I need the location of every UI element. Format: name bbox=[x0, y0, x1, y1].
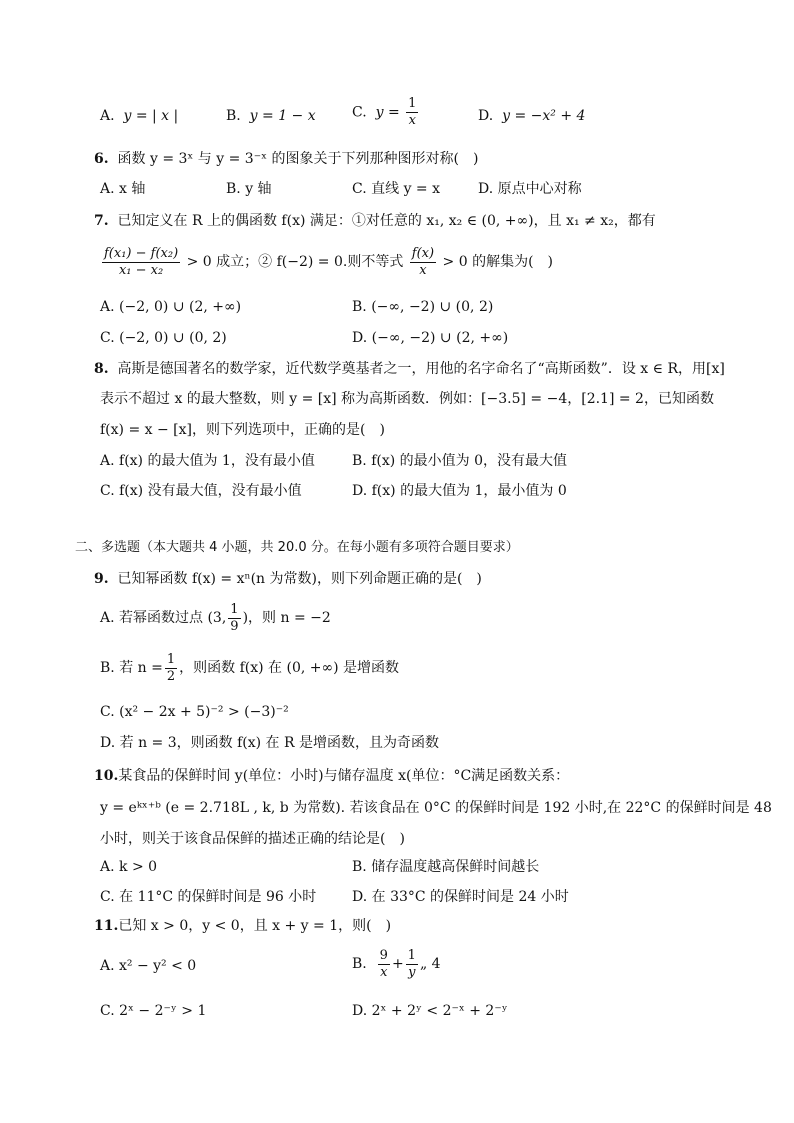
q8-stem-line1 bbox=[94, 359, 725, 379]
q5-option-a-expr: y = | x | bbox=[123, 108, 179, 124]
q11-option-b-label: B. bbox=[352, 956, 367, 972]
q11-option-b-plus: + bbox=[391, 956, 404, 972]
q9-option-a-pre: A. 若幂函数过点 (3, bbox=[100, 610, 227, 626]
q11-option-a: A. x² − y² < 0 bbox=[100, 958, 197, 974]
q11-stem bbox=[94, 916, 391, 936]
q5-option-c-label: C. bbox=[352, 104, 367, 121]
q7-text-line1: 已知定义在 R 上的偶函数 f(x) 满足：①对任意的 x₁, x₂ ∈ (0, +∞)，且 x₁ ≠ x₂，都有 bbox=[117, 213, 656, 229]
q6-option-d: D. 原点中心对称 bbox=[478, 181, 582, 197]
q5-option-b bbox=[226, 106, 316, 126]
q6-option-b: B. y 轴 bbox=[226, 181, 272, 197]
q10-option-c: C. 在 11°C 的保鲜时间是 96 小时 bbox=[100, 889, 317, 905]
section-heading-multiple-choice: 二、多选题（本大题共 4 小题，共 20.0 分。在每小题有多项符合题目要求） bbox=[75, 540, 519, 555]
q7-stem-line2 bbox=[100, 244, 553, 280]
q6-text: 函数 y = 3ˣ 与 y = 3⁻ˣ 的图象关于下列那种图形对称( ) bbox=[117, 151, 479, 167]
q7-text-line2-end: > 0 的解集为( ) bbox=[442, 254, 554, 270]
q11-text: 已知 x > 0，y < 0，且 x + y = 1，则( ) bbox=[118, 918, 392, 934]
q9-option-a bbox=[100, 600, 331, 636]
q9-option-b bbox=[100, 650, 399, 686]
q11-option-b-denominator-1: x bbox=[380, 964, 388, 980]
q8-option-a: A. f(x) 的最大值为 1，没有最小值 bbox=[100, 453, 315, 469]
q7-fraction-1-denominator: x₁ − x₂ bbox=[118, 262, 164, 278]
q6-number: 6. bbox=[94, 151, 109, 167]
q5-option-d-label: D. bbox=[478, 108, 494, 124]
q11-option-b-fraction-1 bbox=[378, 948, 390, 981]
q8-option-c: C. f(x) 没有最大值，没有最小值 bbox=[100, 483, 302, 499]
q7-fraction-1-numerator: f(x₁) − f(x₂) bbox=[104, 245, 179, 261]
q5-option-b-expr: y = 1 − x bbox=[249, 108, 316, 124]
q11-option-c: C. 2ˣ − 2⁻ʸ > 1 bbox=[100, 1003, 207, 1019]
q9-option-d: D. 若 n = 3，则函数 f(x) 在 R 是增函数，且为奇函数 bbox=[100, 735, 439, 751]
q7-text-line2: > 0 成立；② f(−2) = 0.则不等式 bbox=[186, 254, 404, 270]
q10-number: 10. bbox=[94, 768, 119, 784]
q7-fraction-1 bbox=[102, 246, 180, 279]
q9-option-c: C. (x² − 2x + 5)⁻² > (−3)⁻² bbox=[100, 704, 289, 720]
q11-option-b-post: „ 4 bbox=[419, 956, 441, 972]
q5-option-c-denominator: x bbox=[408, 113, 416, 128]
q9-option-a-denominator: 9 bbox=[230, 618, 239, 634]
q5-option-b-label: B. bbox=[226, 108, 241, 124]
q8-stem-line2: 表示不超过 x 的最大整数，则 y = [x] 称为高斯函数．例如：[−3.5] = −4，[2.1] = 2，已知函数 bbox=[100, 391, 714, 407]
q11-option-b-numerator-2: 1 bbox=[407, 947, 416, 963]
q9-option-a-post: )，则 n = −2 bbox=[242, 610, 331, 626]
q5-option-a-label: A. bbox=[100, 108, 115, 124]
q9-option-b-numerator: 1 bbox=[166, 651, 176, 667]
q8-option-b: B. f(x) 的最小值为 0，没有最大值 bbox=[352, 453, 567, 469]
q6-stem bbox=[94, 149, 478, 169]
q9-text: 已知幂函数 f(x) = xⁿ(n 为常数)，则下列命题正确的是( ) bbox=[117, 571, 482, 587]
q7-fraction-2-denominator: x bbox=[419, 262, 427, 278]
q11-option-d: D. 2ˣ + 2ʸ < 2⁻ˣ + 2⁻ʸ bbox=[352, 1003, 508, 1019]
q8-option-d: D. f(x) 的最大值为 1，最小值为 0 bbox=[352, 483, 567, 499]
q9-option-b-pre: B. 若 n = bbox=[100, 660, 163, 676]
q7-option-a: A. (−2, 0) ∪ (2, +∞) bbox=[100, 299, 242, 315]
q5-option-c-numerator: 1 bbox=[408, 96, 417, 111]
q10-stem-line2: y = eᵏˣ⁺ᵇ (e = 2.718L , k, b 为常数). 若该食品在 0°C 的保鲜时间是 192 小时,在 22°C 的保鲜时间是 48 bbox=[100, 800, 772, 816]
q10-option-a: A. k > 0 bbox=[100, 859, 158, 875]
q5-option-d-expr: y = −x² + 4 bbox=[502, 108, 586, 124]
q7-option-c: C. (−2, 0) ∪ (0, 2) bbox=[100, 330, 227, 346]
q5-option-c bbox=[352, 96, 420, 129]
q9-option-b-denominator: 2 bbox=[166, 668, 176, 684]
q11-option-b bbox=[352, 946, 441, 982]
q9-number: 9. bbox=[94, 571, 109, 587]
q9-option-b-post: ，则函数 f(x) 在 (0, +∞) 是增函数 bbox=[179, 660, 400, 676]
q7-option-d: D. (−∞, −2) ∪ (2, +∞) bbox=[352, 330, 509, 346]
q10-stem-line3: 小时，则关于该食品保鲜的描述正确的结论是( ) bbox=[100, 831, 405, 847]
q8-stem-line3: f(x) = x − [x]，则下列选项中，正确的是( ) bbox=[100, 422, 385, 438]
q5-option-c-pre: y = bbox=[375, 104, 400, 121]
q7-number: 7. bbox=[94, 213, 109, 229]
q11-option-b-denominator-2: y bbox=[408, 964, 416, 980]
q10-option-d: D. 在 33°C 的保鲜时间是 24 小时 bbox=[352, 889, 569, 905]
q7-option-b: B. (−∞, −2) ∪ (0, 2) bbox=[352, 299, 494, 315]
q6-option-a: A. x 轴 bbox=[100, 181, 146, 197]
q5-option-c-fraction bbox=[406, 96, 418, 129]
q9-option-a-fraction bbox=[228, 602, 240, 635]
q8-text-line1: 高斯是德国著名的数学家，近代数学奠基者之一，用他的名字命名了“高斯函数”．设 x ∈ R，用[x] bbox=[117, 361, 725, 377]
q7-fraction-2 bbox=[410, 246, 436, 279]
q9-option-a-numerator: 1 bbox=[230, 601, 239, 617]
q9-option-b-fraction bbox=[165, 652, 177, 685]
q11-option-b-numerator-1: 9 bbox=[379, 947, 388, 963]
q10-option-b: B. 储存温度越高保鲜时间越长 bbox=[352, 859, 540, 875]
q8-number: 8. bbox=[94, 361, 109, 377]
q7-fraction-2-numerator: f(x) bbox=[411, 245, 435, 261]
q11-option-b-fraction-2 bbox=[406, 948, 418, 981]
q7-stem-line1 bbox=[94, 211, 656, 231]
q6-option-c: C. 直线 y = x bbox=[352, 181, 440, 197]
q11-number: 11. bbox=[94, 918, 119, 934]
q10-stem-line1 bbox=[94, 766, 569, 786]
q10-text-line1: 某食品的保鲜时间 y(单位：小时)与储存温度 x(单位：°C满足函数关系： bbox=[118, 768, 570, 784]
q5-option-d bbox=[478, 106, 585, 126]
q9-stem bbox=[94, 569, 482, 589]
q5-option-a bbox=[100, 106, 178, 126]
